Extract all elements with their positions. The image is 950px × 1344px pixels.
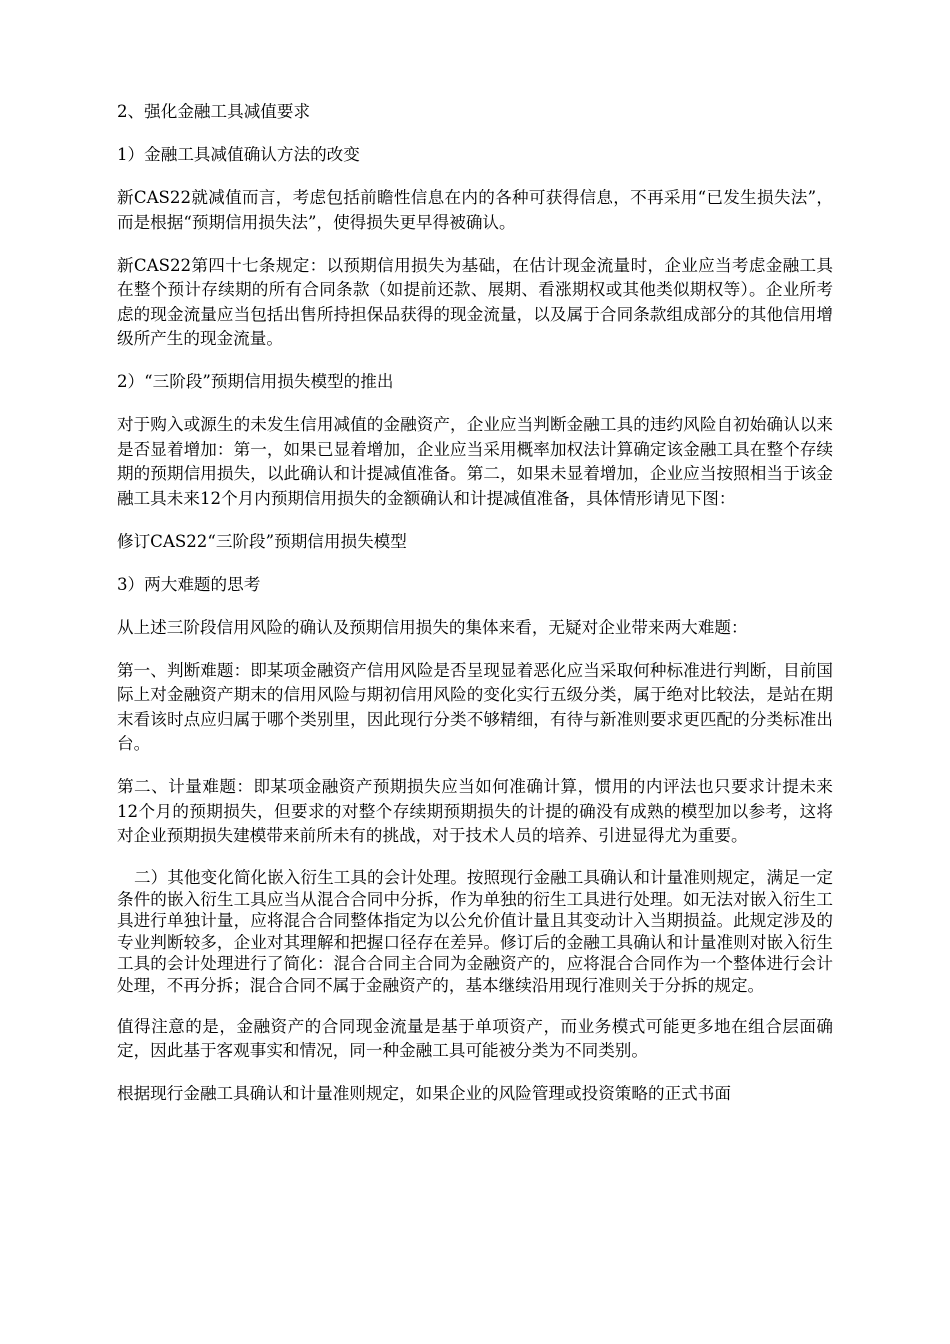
paragraph-article-47: 新CAS22第四十七条规定：以预期信用损失为基础，在估计现金流量时，企业应当考虑金融工具在整个预计存续期的所有合同条款（如提前还款、展期、看涨期权或其他类似期权等）。企业所考虑的现金流量应当包括出售所持担保品获得的现金流量，以及属于合同条款组成部分的其他信用增级所产生的现金流量。 bbox=[117, 255, 833, 348]
paragraph-business-model-note: 值得注意的是，金融资产的合同现金流量是基于单项资产，而业务模式可能更多地在组合层面确定，因此基于客观事实和情况，同一种金融工具可能被分类为不同类别。 bbox=[117, 1016, 833, 1060]
subheading-method-change: 1）金融工具减值确认方法的改变 bbox=[117, 145, 360, 164]
section-heading-impairment: 2、强化金融工具减值要求 bbox=[117, 102, 311, 121]
figure-caption-three-stage-model: 修订CAS22“三阶段”预期信用损失模型 bbox=[117, 531, 407, 551]
subheading-two-challenges: 3）两大难题的思考 bbox=[117, 574, 261, 594]
document-body bbox=[117, 100, 833, 1125]
paragraph-embedded-derivatives: 二）其他变化简化嵌入衍生工具的会计处理。按照现行金融工具确认和计量准则规定，满足一定条件的嵌入衍生工具应当从混合合同中分拆，作为单独的衍生工具进行处理。如无法对嵌入衍生工具进行单独计量，应将混合合同整体指定为以公允价值计量且其变动计入当期损益。此规定涉及的专业判断较多，企业对其理解和把握口径存在差异。修订后的金融工具确认和计量准则对嵌入衍生工具的会计处理进行了简化：混合合同主合同为金融资产的，应将混合合同作为一个整体进行会计处理，不再分拆；混合合同不属于金融资产的，基本继续沿用现行准则关于分拆的规定。 bbox=[117, 868, 833, 995]
paragraph-risk-management-strategy: 根据现行金融工具确认和计量准则规定，如果企业的风险管理或投资策略的正式书面 bbox=[117, 1084, 731, 1103]
paragraph-expected-loss-method: 新CAS22就减值而言，考虑包括前瞻性信息在内的各种可获得信息，不再采用“已发生损失法”，而是根据“预期信用损失法”，使得损失更早得被确认。 bbox=[117, 188, 833, 232]
paragraph-challenges-intro: 从上述三阶段信用风险的确认及预期信用损失的集体来看，无疑对企业带来两大难题： bbox=[117, 617, 748, 637]
subheading-three-stage-model: 2）“三阶段”预期信用损失模型的推出 bbox=[117, 372, 394, 391]
paragraph-three-stage-description: 对于购入或源生的未发生信用减值的金融资产，企业应当判断金融工具的违约风险自初始确认以来是否显着增加：第一，如果已显着增加，企业应当采用概率加权法计算确定该金融工具在整个存续期的预期信用损失，以此确认和计提减值准备。第二，如果未显着增加，企业应当按照相当于该金融工具未来12个月内预期信用损失的金额确认和计提减值准备，具体情形请见下图： bbox=[117, 415, 833, 508]
paragraph-measurement-challenge: 第二、计量难题：即某项金融资产预期损失应当如何准确计算，惯用的内评法也只要求计提未来12个月的预期损失，但要求的对整个存续期预期损失的计提的确没有成熟的模型加以参考，这将对企业预期损失建模带来前所未有的挑战，对于技术人员的培养、引进显得尤为重要。 bbox=[117, 777, 833, 845]
paragraph-judgment-challenge: 第一、判断难题：即某项金融资产信用风险是否呈现显着恶化应当采取何种标准进行判断，目前国际上对金融资产期末的信用风险与期初信用风险的变化实行五级分类，属于绝对比较法，是站在期末看该时点应归属于哪个类别里，因此现行分类不够精细，有待与新准则要求更匹配的分类标准出台。 bbox=[117, 660, 833, 753]
